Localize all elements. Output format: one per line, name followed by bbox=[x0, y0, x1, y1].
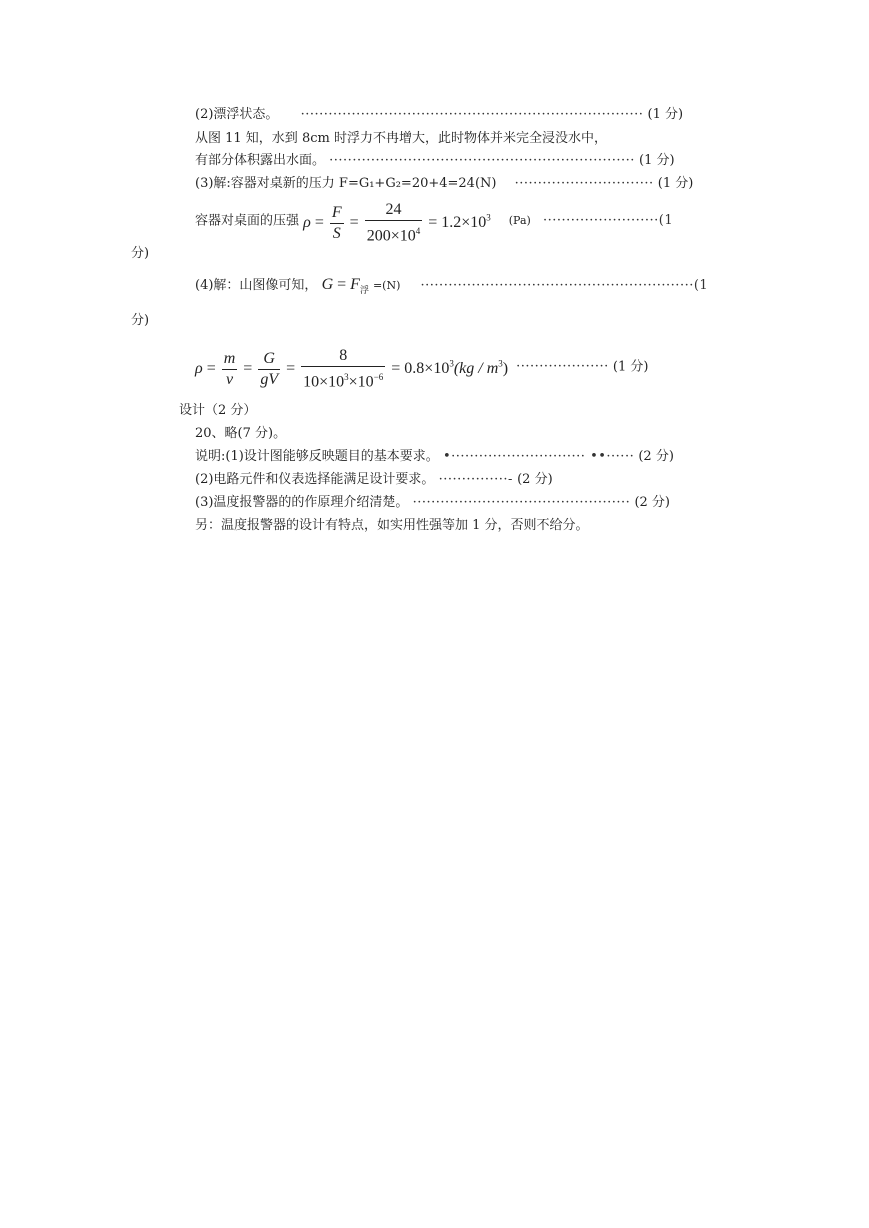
wrapped-score bbox=[131, 312, 149, 330]
equals-sign: = bbox=[349, 214, 359, 232]
score-label: (2 分) bbox=[517, 472, 553, 487]
equals-sign: = bbox=[243, 360, 253, 378]
line-text: 说明:(1)设计图能够反映题目的基本要求。 bbox=[195, 449, 439, 464]
score-wrap: 分) bbox=[131, 313, 150, 328]
numerator: 24 bbox=[365, 200, 423, 221]
line-text: (2)电路元件和仪表选择能满足设计要求。 bbox=[195, 472, 435, 487]
fraction-values bbox=[301, 346, 385, 392]
exponent: 3 bbox=[498, 359, 503, 369]
answer-line-4-gravity bbox=[195, 276, 708, 299]
score-label: (1 分) bbox=[647, 107, 684, 122]
score-label: (2 分) bbox=[634, 495, 670, 510]
answer-line-2-floating bbox=[195, 106, 683, 124]
unit-label: (Pa) bbox=[508, 214, 531, 228]
unit: (kg / m bbox=[453, 360, 499, 378]
pressure-formula-line bbox=[195, 196, 673, 247]
note-line-1 bbox=[195, 448, 674, 466]
f-symbol: F bbox=[350, 276, 360, 293]
rho-symbol: ρ bbox=[303, 214, 311, 232]
line-text: 有部分体积露出水面。 bbox=[195, 153, 326, 168]
result: = 1.2×10 bbox=[428, 214, 487, 232]
line-text: (4)解：山图像可知， bbox=[195, 278, 318, 293]
denominator: gV bbox=[260, 371, 279, 389]
leader-dots: ···················· bbox=[516, 359, 609, 375]
leader-dots: ·································································· bbox=[329, 153, 635, 168]
numerator: m bbox=[222, 349, 238, 370]
leader-dots: •····························· ••······ bbox=[442, 449, 635, 464]
bonus-note-line bbox=[195, 517, 589, 535]
equals-sign: = bbox=[337, 276, 347, 293]
result: = 0.8×10 bbox=[391, 360, 450, 378]
exponent: −6 bbox=[373, 372, 384, 383]
denominator: S bbox=[332, 225, 341, 243]
buoyancy-subscript: 浮 bbox=[359, 285, 369, 296]
explanation-line bbox=[195, 130, 607, 148]
rho-symbol: ρ bbox=[195, 360, 203, 378]
score-label: (1 分) bbox=[612, 359, 649, 375]
leader-dots: ···························································(1 bbox=[420, 278, 709, 293]
note-line-3 bbox=[195, 494, 670, 512]
leader-dots: ···············- bbox=[438, 472, 513, 487]
numerator: 8 bbox=[301, 346, 385, 367]
unit-close: ) bbox=[502, 360, 509, 378]
answer-line-3-force bbox=[195, 175, 693, 193]
gravity-formula bbox=[321, 276, 373, 296]
equals-sign: = bbox=[314, 214, 324, 232]
numerator: F bbox=[330, 203, 344, 224]
exponent: 3 bbox=[344, 372, 349, 383]
leader-dots: ·········································································· bbox=[300, 107, 644, 122]
denominator: v bbox=[225, 371, 234, 389]
line-text: 容器对桌面的压强 bbox=[195, 213, 300, 229]
note-line-2 bbox=[195, 471, 553, 489]
denominator bbox=[365, 221, 423, 246]
explanation-line-2 bbox=[195, 152, 675, 170]
line-text: 20、略(7 分)。 bbox=[195, 426, 287, 441]
density-formula-line bbox=[195, 342, 648, 393]
equals-sign: = bbox=[206, 360, 216, 378]
line-text: 另：温度报警器的设计有特点，如实用性强等加 1 分，否则不给分。 bbox=[195, 518, 589, 533]
score-label: (1 分) bbox=[639, 153, 675, 168]
fraction-m-over-v bbox=[222, 349, 238, 390]
g-symbol: G bbox=[321, 276, 334, 293]
denominator-base: 200×10 bbox=[366, 227, 416, 245]
line-text: (2)漂浮状态。 bbox=[195, 107, 279, 122]
exponent: 3 bbox=[449, 359, 454, 369]
leader-dots: ······························ bbox=[514, 176, 654, 191]
fraction-f-over-s bbox=[330, 203, 344, 244]
exponent: 4 bbox=[415, 226, 421, 237]
fraction-g-over-gv bbox=[258, 349, 280, 390]
fraction-values bbox=[365, 200, 423, 246]
question-20-line bbox=[195, 425, 286, 443]
numerator: G bbox=[258, 349, 280, 370]
denominator-part: ×10 bbox=[348, 373, 374, 391]
unit-label: =(N) bbox=[372, 279, 401, 292]
line-text: 设计（2 分） bbox=[179, 403, 257, 418]
denominator-part: 10×10 bbox=[303, 373, 345, 391]
equals-sign: = bbox=[286, 360, 296, 378]
line-text: (3)温度报警器的的作原理介绍清楚。 bbox=[195, 495, 409, 510]
score-label: (2 分) bbox=[638, 449, 674, 464]
exponent: 3 bbox=[486, 213, 491, 223]
line-text: 从图 11 知，水到 8cm 时浮力不冉增大，此时物体并米完全浸没水中， bbox=[195, 131, 607, 146]
design-heading bbox=[179, 402, 256, 420]
score-wrap: 分) bbox=[131, 246, 150, 261]
line-text: (3)解:容器对桌新的压力 F=G₁+G₂=20+4=24(N) bbox=[195, 176, 497, 191]
score-label: (1 分) bbox=[657, 176, 694, 191]
leader-dots: ·························(1 bbox=[542, 213, 674, 229]
wrapped-score bbox=[131, 245, 149, 263]
denominator bbox=[301, 367, 385, 392]
leader-dots: ··············································· bbox=[412, 495, 631, 510]
